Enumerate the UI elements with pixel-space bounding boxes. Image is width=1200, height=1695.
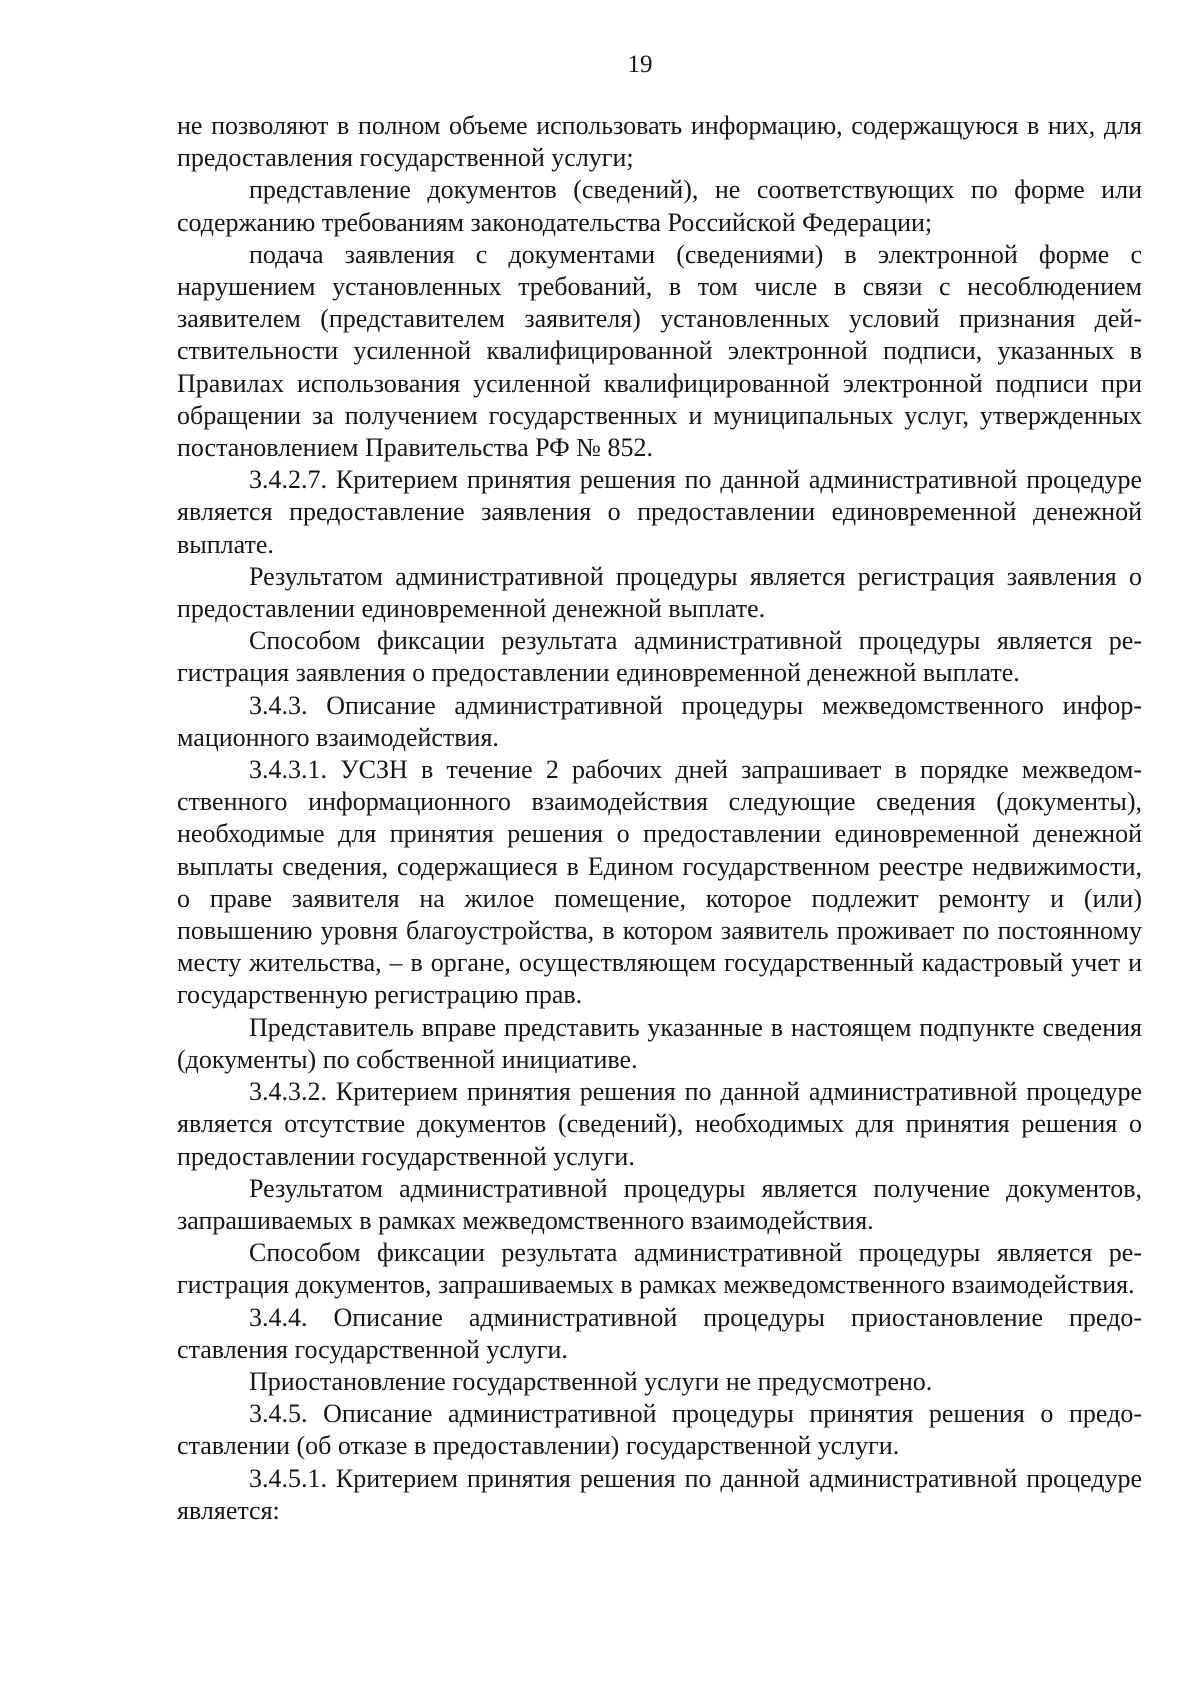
paragraph: Способом фиксации результата административной процедуры является регистрация документов, запрашиваемых в рамках межведомственного взаимодействия.	[177, 1238, 1142, 1300]
paragraph: Приостановление государственной услуги не предусмотрено.	[249, 1366, 933, 1396]
paragraph-3-4-2-7: 3.4.2.7. Критерием принятия решения по данной административной процедуре является предоставление заявления о предоставлении единовременной денежной выплате.	[177, 465, 1142, 559]
paragraph-3-4-3-2: 3.4.3.2. Критерием принятия решения по данной административной процедуре является отсутствие документов (сведений), необходимых для принятия решения о предоставлении государственной услуги.	[177, 1077, 1142, 1171]
paragraph: Представитель вправе представить указанные в настоящем подпункте сведения (документы) по собственной инициативе.	[177, 1012, 1142, 1074]
paragraph-3-4-5: 3.4.5. Описание административной процедуры принятия решения о предоставлении (об отказе в предоставлении) государственной услуги.	[177, 1399, 1142, 1461]
paragraph-continued: не позволяют в полном объеме использовать информацию, содержащуюся в них, для предоставления государственной услуги;	[177, 111, 1142, 173]
paragraph: представление документов (сведений), не соответствующих по форме или содержанию требованиям законодательства Российской Федерации;	[177, 175, 1142, 237]
document-body	[177, 110, 1142, 1527]
paragraph: подача заявления с документами (сведениями) в электронной форме с нарушением установленных требований, в том числе в связи с несоблюдением заявителем (представителем заявителя) установленных условий признания действительности усиленной квалифицированной электронной подписи, указанных в Правилах использования усиленной квалифицированной электронной подписи при обращении за получением государственных и муниципальных услуг, утвержденных постановлением Правительства РФ № 852.	[177, 239, 1142, 463]
paragraph-3-4-3-1: 3.4.3.1. УСЗН в течение 2 рабочих дней запрашивает в порядке межведомственного информационного взаимодействия следующие сведения (документы), необходимые для принятия решения о предоставлении единовременной денежной выплаты сведения, содержащиеся в Едином государственном реестре недвижимости, о праве заявителя на жилое помещение, которое подлежит ремонту и (или) повышению уровня благоустройства, в котором заявитель проживает по постоянному месту жительства, – в органе, осуществляющем государственный кадастровый учет и государственную регистрацию прав.	[177, 755, 1142, 1010]
paragraph-3-4-3: 3.4.3. Описание административной процедуры межведомственного информационного взаимодействия.	[177, 690, 1142, 752]
paragraph-3-4-5-1: 3.4.5.1. Критерием принятия решения по данной административной процедуре является:	[177, 1463, 1142, 1525]
paragraph: Способом фиксации результата административной процедуры является регистрация заявления о предоставлении единовременной денежной выплате.	[177, 626, 1142, 688]
paragraph: Результатом административной процедуры является регистрация заявления о предоставлении единовременной денежной выплате.	[177, 561, 1142, 624]
paragraph-3-4-4: 3.4.4. Описание административной процедуры приостановление предоставления государственной услуги.	[177, 1302, 1142, 1364]
paragraph: Результатом административной процедуры является получение документов, запрашиваемых в рамках межведомственного взаимодействия.	[177, 1173, 1142, 1235]
page-number: 19	[627, 51, 653, 78]
